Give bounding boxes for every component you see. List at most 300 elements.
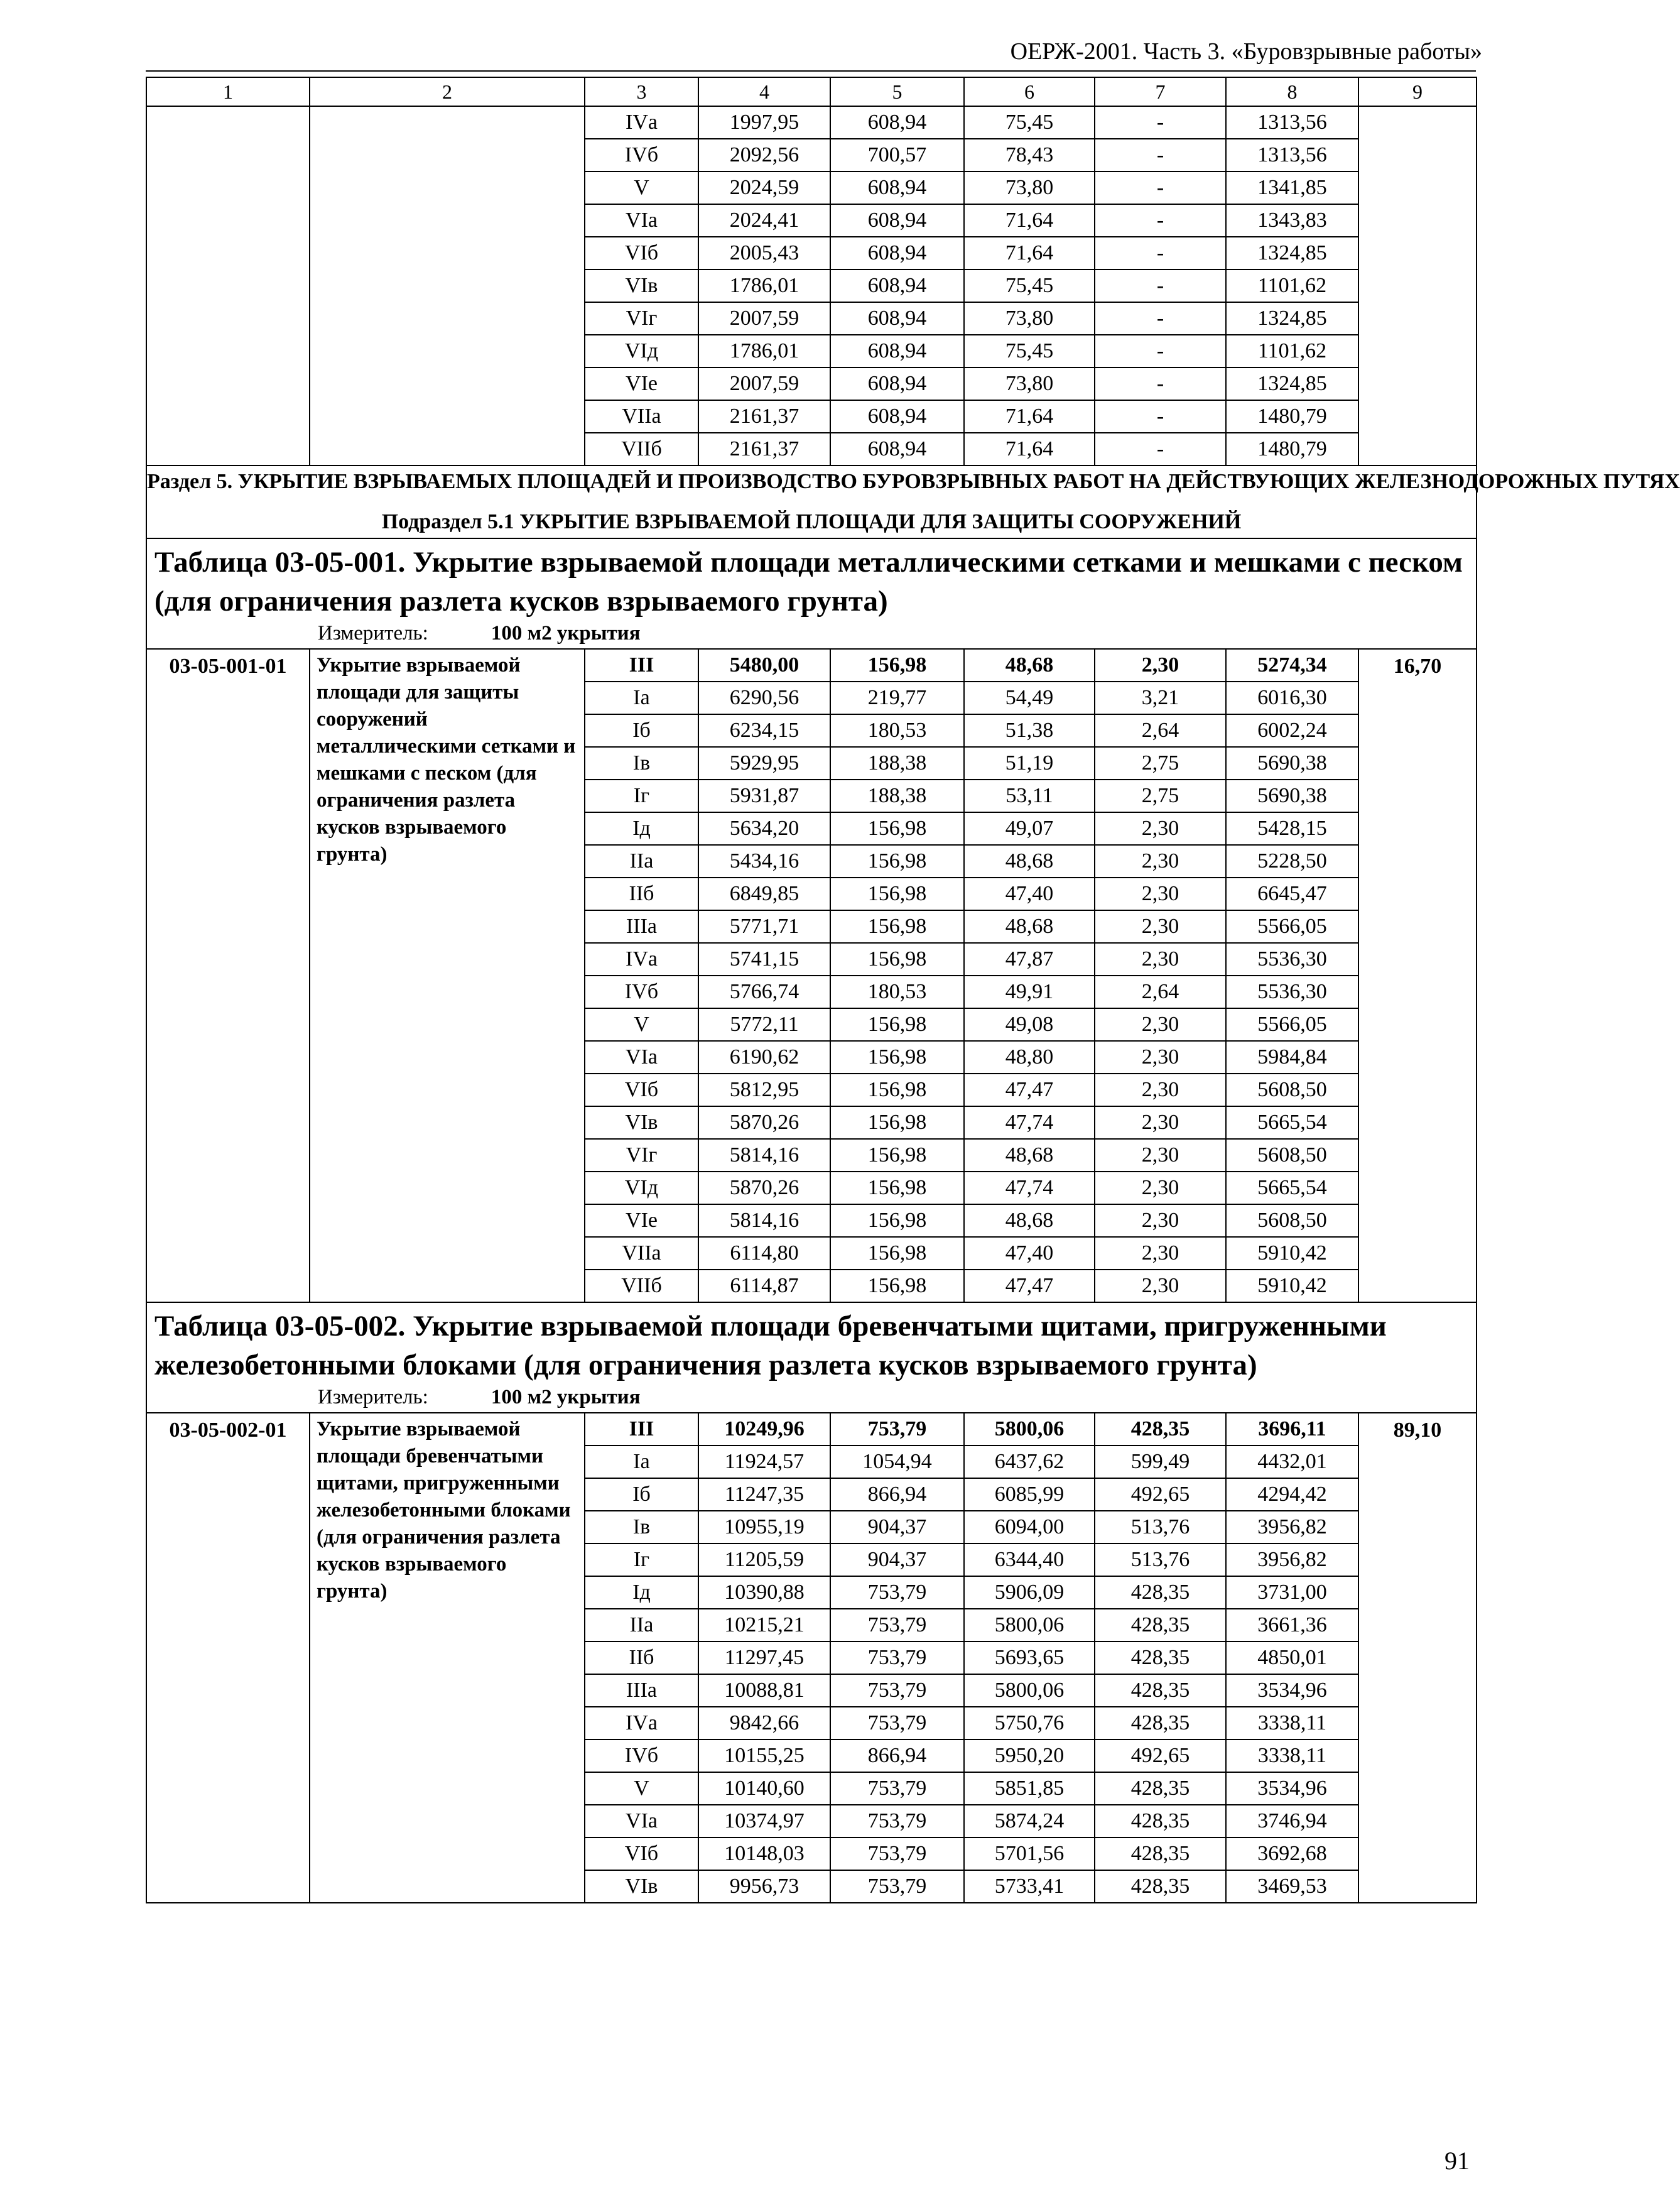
- table-cell: 156,98: [830, 1106, 964, 1139]
- table-cell: 48,68: [964, 649, 1095, 682]
- table-cell: 6114,80: [698, 1237, 830, 1270]
- table-cell: 3338,11: [1226, 1707, 1358, 1740]
- table-cell: 513,76: [1095, 1511, 1226, 1544]
- table-cell: Iа: [585, 682, 698, 714]
- table-cell: 6849,85: [698, 878, 830, 910]
- table-cell: 156,98: [830, 1270, 964, 1302]
- table-cell: 5536,30: [1226, 943, 1358, 976]
- table-cell: 428,35: [1095, 1870, 1226, 1903]
- table2-title-cell: [146, 1302, 1477, 1413]
- table-cell: 608,94: [830, 237, 964, 270]
- table-cell: 6094,00: [964, 1511, 1095, 1544]
- table-cell: 753,79: [830, 1805, 964, 1838]
- table-cell: 3746,94: [1226, 1805, 1358, 1838]
- table-cell: 2,64: [1095, 976, 1226, 1008]
- table-cell: 428,35: [1095, 1772, 1226, 1805]
- table-cell: 5750,76: [964, 1707, 1095, 1740]
- subsection-title: Подраздел 5.1 УКРЫТИЕ ВЗРЫВАЕМОЙ ПЛОЩАДИ ДЛЯ ЗАЩИТЫ СООРУЖЕНИЙ: [381, 510, 1242, 533]
- table-cell: 753,79: [830, 1772, 964, 1805]
- rate-code: 03-05-002-01: [146, 1413, 310, 1903]
- table-cell: 47,74: [964, 1172, 1095, 1204]
- table-cell: 5984,84: [1226, 1041, 1358, 1074]
- table-cell: 1997,95: [698, 106, 830, 139]
- table-cell: 5566,05: [1226, 910, 1358, 943]
- table-cell: 608,94: [830, 172, 964, 204]
- table-cell: 1101,62: [1226, 270, 1358, 302]
- table-cell: 5690,38: [1226, 780, 1358, 812]
- table-cell: 608,94: [830, 400, 964, 433]
- col-num-8: 8: [1226, 77, 1358, 106]
- table-cell: 219,77: [830, 682, 964, 714]
- table-cell: IVа: [585, 943, 698, 976]
- table-cell: 4850,01: [1226, 1642, 1358, 1674]
- col-num-1: 1: [146, 77, 310, 106]
- labor-cell-empty: [1358, 106, 1477, 466]
- running-header: ОЕРЖ-2001. Часть 3. «Буровзрывные работы»: [1010, 38, 1482, 65]
- table-cell: 1480,79: [1226, 433, 1358, 466]
- table-cell: 9842,66: [698, 1707, 830, 1740]
- table-cell: 1313,56: [1226, 139, 1358, 172]
- table-cell: 11247,35: [698, 1478, 830, 1511]
- table-cell: 5771,71: [698, 910, 830, 943]
- table-cell: VIв: [585, 1870, 698, 1903]
- table-cell: VIIа: [585, 400, 698, 433]
- table-cell: VIд: [585, 335, 698, 368]
- table-cell: Iб: [585, 714, 698, 747]
- table-cell: 4432,01: [1226, 1446, 1358, 1478]
- table-cell: 71,64: [964, 400, 1095, 433]
- table-cell: 5274,34: [1226, 649, 1358, 682]
- table-cell: 10955,19: [698, 1511, 830, 1544]
- table-cell: 428,35: [1095, 1805, 1226, 1838]
- table-cell: 5950,20: [964, 1740, 1095, 1772]
- table-cell: 428,35: [1095, 1707, 1226, 1740]
- table-cell: 1480,79: [1226, 400, 1358, 433]
- table-cell: 6645,47: [1226, 878, 1358, 910]
- table-cell: 753,79: [830, 1674, 964, 1707]
- table-cell: 53,11: [964, 780, 1095, 812]
- table-cell: Iб: [585, 1478, 698, 1511]
- measure-line: [154, 1385, 1470, 1410]
- table-cell: -: [1095, 368, 1226, 400]
- table-cell: 3534,96: [1226, 1772, 1358, 1805]
- table-cell: 3,21: [1095, 682, 1226, 714]
- table-cell: 5874,24: [964, 1805, 1095, 1838]
- table-cell: 2,30: [1095, 1172, 1226, 1204]
- table-cell: 71,64: [964, 204, 1095, 237]
- table-cell: 156,98: [830, 649, 964, 682]
- table-cell: 78,43: [964, 139, 1095, 172]
- table-cell: VIг: [585, 302, 698, 335]
- table-cell: IVб: [585, 1740, 698, 1772]
- table-cell: 180,53: [830, 714, 964, 747]
- table-cell: 5931,87: [698, 780, 830, 812]
- table-row: [146, 1413, 1477, 1446]
- table1-title-row: [146, 538, 1477, 649]
- table-cell: 5566,05: [1226, 1008, 1358, 1041]
- table-cell: 6234,15: [698, 714, 830, 747]
- table-cell: 156,98: [830, 1204, 964, 1237]
- table-cell: 188,38: [830, 780, 964, 812]
- rate-description: Укрытие взрываемой площади бревенчатыми щитами, пригруженными железобетонными блоками (для ограничения разлета кусков взрываемого грунта): [310, 1413, 585, 1903]
- table-cell: 1101,62: [1226, 335, 1358, 368]
- table-cell: 156,98: [830, 1008, 964, 1041]
- table-cell: 54,49: [964, 682, 1095, 714]
- table-cell: 608,94: [830, 204, 964, 237]
- table-cell: VIб: [585, 1074, 698, 1106]
- table-cell: 1054,94: [830, 1446, 964, 1478]
- table1-title-cell: [146, 538, 1477, 649]
- table-cell: 5701,56: [964, 1838, 1095, 1870]
- table-cell: 904,37: [830, 1544, 964, 1576]
- table-cell: VIб: [585, 1838, 698, 1870]
- table-cell: 2,30: [1095, 1270, 1226, 1302]
- table-cell: 71,64: [964, 433, 1095, 466]
- table-cell: -: [1095, 400, 1226, 433]
- table-cell: 904,37: [830, 1511, 964, 1544]
- table-cell: IVб: [585, 139, 698, 172]
- table-cell: -: [1095, 335, 1226, 368]
- table-cell: 428,35: [1095, 1609, 1226, 1642]
- table-cell: -: [1095, 204, 1226, 237]
- table-cell: 48,68: [964, 1204, 1095, 1237]
- table-cell: 5800,06: [964, 1413, 1095, 1446]
- table-cell: 4294,42: [1226, 1478, 1358, 1511]
- table-cell: 73,80: [964, 302, 1095, 335]
- code-cell-empty: [146, 106, 310, 466]
- col-num-6: 6: [964, 77, 1095, 106]
- table-cell: 753,79: [830, 1609, 964, 1642]
- table-cell: 3956,82: [1226, 1511, 1358, 1544]
- table-cell: 49,07: [964, 812, 1095, 845]
- table-cell: V: [585, 1008, 698, 1041]
- table-cell: IVа: [585, 1707, 698, 1740]
- table-cell: 5741,15: [698, 943, 830, 976]
- table-cell: 48,68: [964, 1139, 1095, 1172]
- table-cell: III: [585, 649, 698, 682]
- table-cell: Iд: [585, 1576, 698, 1609]
- table-cell: 2,30: [1095, 649, 1226, 682]
- table-cell: 599,49: [1095, 1446, 1226, 1478]
- table-cell: IVб: [585, 976, 698, 1008]
- rate-code: 03-05-001-01: [146, 649, 310, 1302]
- table-cell: 10148,03: [698, 1838, 830, 1870]
- table-cell: 156,98: [830, 910, 964, 943]
- table-cell: Iг: [585, 1544, 698, 1576]
- table-cell: 608,94: [830, 106, 964, 139]
- table-cell: 47,74: [964, 1106, 1095, 1139]
- table-cell: 5693,65: [964, 1642, 1095, 1674]
- table-cell: 1324,85: [1226, 237, 1358, 270]
- table-cell: 73,80: [964, 172, 1095, 204]
- table-cell: 5434,16: [698, 845, 830, 878]
- col-num-9: 9: [1358, 77, 1477, 106]
- table-cell: 47,40: [964, 1237, 1095, 1270]
- table-cell: VIа: [585, 204, 698, 237]
- col-num-2: 2: [310, 77, 585, 106]
- table-cell: 10088,81: [698, 1674, 830, 1707]
- table-cell: 156,98: [830, 845, 964, 878]
- table-cell: VIд: [585, 1172, 698, 1204]
- col-num-3: 3: [585, 77, 698, 106]
- table-cell: 9956,73: [698, 1870, 830, 1903]
- table-cell: 2,30: [1095, 1008, 1226, 1041]
- table-cell: 428,35: [1095, 1576, 1226, 1609]
- table-cell: 2007,59: [698, 368, 830, 400]
- table-cell: 3338,11: [1226, 1740, 1358, 1772]
- table-cell: 2,30: [1095, 1139, 1226, 1172]
- table-cell: 5428,15: [1226, 812, 1358, 845]
- table-cell: -: [1095, 172, 1226, 204]
- table-cell: V: [585, 172, 698, 204]
- table-cell: 5870,26: [698, 1106, 830, 1139]
- measure-value: 100 м2 укрытия: [490, 1386, 641, 1408]
- table-cell: 5536,30: [1226, 976, 1358, 1008]
- measure-label: Измеритель:: [318, 1386, 428, 1408]
- table-cell: 492,65: [1095, 1740, 1226, 1772]
- table-cell: 700,57: [830, 139, 964, 172]
- table-cell: 5814,16: [698, 1204, 830, 1237]
- table-cell: -: [1095, 237, 1226, 270]
- table-cell: 5910,42: [1226, 1270, 1358, 1302]
- table-cell: 11297,45: [698, 1642, 830, 1674]
- table-cell: 6114,87: [698, 1270, 830, 1302]
- table-cell: 156,98: [830, 1041, 964, 1074]
- table-cell: 3661,36: [1226, 1609, 1358, 1642]
- table-cell: IIб: [585, 878, 698, 910]
- table-cell: 10390,88: [698, 1576, 830, 1609]
- table-cell: 6016,30: [1226, 682, 1358, 714]
- table-cell: 3956,82: [1226, 1544, 1358, 1576]
- table-cell: 2092,56: [698, 139, 830, 172]
- table-cell: 5608,50: [1226, 1204, 1358, 1237]
- table-cell: 47,87: [964, 943, 1095, 976]
- table-cell: VIе: [585, 1204, 698, 1237]
- table-cell: 5800,06: [964, 1674, 1095, 1707]
- table-cell: 5480,00: [698, 649, 830, 682]
- table-cell: 75,45: [964, 106, 1095, 139]
- table-cell: 156,98: [830, 1172, 964, 1204]
- table-cell: 5851,85: [964, 1772, 1095, 1805]
- table-cell: 513,76: [1095, 1544, 1226, 1576]
- column-number-row: [146, 77, 1477, 106]
- table-cell: 753,79: [830, 1707, 964, 1740]
- table-cell: 11924,57: [698, 1446, 830, 1478]
- table-cell: 48,68: [964, 910, 1095, 943]
- col-num-4: 4: [698, 77, 830, 106]
- table-cell: 3731,00: [1226, 1576, 1358, 1609]
- section-row: [146, 466, 1477, 538]
- table-cell: 608,94: [830, 302, 964, 335]
- table-cell: Iв: [585, 747, 698, 780]
- table-cell: IIIа: [585, 910, 698, 943]
- table-cell: 156,98: [830, 1139, 964, 1172]
- table-cell: 3534,96: [1226, 1674, 1358, 1707]
- table-cell: 47,47: [964, 1074, 1095, 1106]
- table-cell: 492,65: [1095, 1478, 1226, 1511]
- table-cell: 2161,37: [698, 400, 830, 433]
- table-cell: 2161,37: [698, 433, 830, 466]
- table-cell: 49,91: [964, 976, 1095, 1008]
- table-cell: 75,45: [964, 335, 1095, 368]
- table-cell: 5870,26: [698, 1172, 830, 1204]
- table-cell: 2,64: [1095, 714, 1226, 747]
- table-row: [146, 106, 1477, 139]
- table-cell: -: [1095, 302, 1226, 335]
- table-cell: VIIб: [585, 433, 698, 466]
- table-cell: 156,98: [830, 812, 964, 845]
- table-cell: 753,79: [830, 1576, 964, 1609]
- table-cell: 5910,42: [1226, 1237, 1358, 1270]
- table-cell: 753,79: [830, 1870, 964, 1903]
- table-cell: 5634,20: [698, 812, 830, 845]
- table-cell: 5608,50: [1226, 1074, 1358, 1106]
- table-cell: 866,94: [830, 1478, 964, 1511]
- table-cell: 1313,56: [1226, 106, 1358, 139]
- table-cell: 2,30: [1095, 910, 1226, 943]
- table-cell: 6190,62: [698, 1041, 830, 1074]
- table-cell: 156,98: [830, 1237, 964, 1270]
- table-cell: 1343,83: [1226, 204, 1358, 237]
- table-cell: 75,45: [964, 270, 1095, 302]
- measure-label: Измеритель:: [318, 622, 428, 645]
- table-cell: VIб: [585, 237, 698, 270]
- table-cell: 2,30: [1095, 845, 1226, 878]
- table-cell: VIIа: [585, 1237, 698, 1270]
- labor-cost: 89,10: [1358, 1413, 1477, 1903]
- table-cell: 5800,06: [964, 1609, 1095, 1642]
- table-cell: 2005,43: [698, 237, 830, 270]
- table-cell: VIа: [585, 1805, 698, 1838]
- table-cell: 5733,41: [964, 1870, 1095, 1903]
- table-cell: -: [1095, 139, 1226, 172]
- table-cell: 73,80: [964, 368, 1095, 400]
- table-cell: 428,35: [1095, 1674, 1226, 1707]
- table-cell: VIг: [585, 1139, 698, 1172]
- table-cell: 188,38: [830, 747, 964, 780]
- col-num-5: 5: [830, 77, 964, 106]
- table-cell: 49,08: [964, 1008, 1095, 1041]
- table-cell: 5690,38: [1226, 747, 1358, 780]
- table-cell: 753,79: [830, 1413, 964, 1446]
- description-cell-empty: [310, 106, 585, 466]
- table-cell: 2024,59: [698, 172, 830, 204]
- table-cell: 2,30: [1095, 1106, 1226, 1139]
- table-cell: IIIа: [585, 1674, 698, 1707]
- table2-title-row: [146, 1302, 1477, 1413]
- table-cell: Iг: [585, 780, 698, 812]
- table-cell: -: [1095, 433, 1226, 466]
- table-cell: 6437,62: [964, 1446, 1095, 1478]
- estimate-table: [146, 77, 1680, 1903]
- table-cell: Iв: [585, 1511, 698, 1544]
- table-cell: 6085,99: [964, 1478, 1095, 1511]
- table-cell: 1786,01: [698, 270, 830, 302]
- table-cell: Iа: [585, 1446, 698, 1478]
- table-cell: 5665,54: [1226, 1172, 1358, 1204]
- table-cell: 2,30: [1095, 812, 1226, 845]
- table-cell: 156,98: [830, 1074, 964, 1106]
- table-cell: 5812,95: [698, 1074, 830, 1106]
- table-cell: 3469,53: [1226, 1870, 1358, 1903]
- table-cell: 1324,85: [1226, 368, 1358, 400]
- table-cell: 5814,16: [698, 1139, 830, 1172]
- table-cell: Iд: [585, 812, 698, 845]
- table-cell: IIа: [585, 1609, 698, 1642]
- table-cell: 866,94: [830, 1740, 964, 1772]
- table-cell: VIIб: [585, 1270, 698, 1302]
- table-cell: -: [1095, 270, 1226, 302]
- table-cell: 2,30: [1095, 1204, 1226, 1237]
- table-cell: VIе: [585, 368, 698, 400]
- section-heading: [146, 466, 1680, 538]
- table-cell: 2,30: [1095, 1074, 1226, 1106]
- table-cell: 5665,54: [1226, 1106, 1358, 1139]
- table-cell: 428,35: [1095, 1642, 1226, 1674]
- col-num-7: 7: [1095, 77, 1226, 106]
- table-cell: 428,35: [1095, 1838, 1226, 1870]
- table-cell: VIв: [585, 1106, 698, 1139]
- header-rule: [146, 70, 1476, 72]
- page-number: 91: [1444, 2147, 1470, 2175]
- table-cell: 156,98: [830, 878, 964, 910]
- rate-description: Укрытие взрываемой площади для защиты сооружений металлическими сетками и мешками с песком (для ограничения разлета кусков взрываемого грунта): [310, 649, 585, 1302]
- table-cell: 10140,60: [698, 1772, 830, 1805]
- table-row: [146, 649, 1477, 682]
- table-cell: 2,30: [1095, 1237, 1226, 1270]
- table-cell: -: [1095, 106, 1226, 139]
- table-cell: 2,30: [1095, 1041, 1226, 1074]
- labor-cost: 16,70: [1358, 649, 1477, 1302]
- table-cell: IIб: [585, 1642, 698, 1674]
- table-cell: 3692,68: [1226, 1838, 1358, 1870]
- table-cell: 1341,85: [1226, 172, 1358, 204]
- table-cell: 2024,41: [698, 204, 830, 237]
- table-cell: 608,94: [830, 270, 964, 302]
- table-cell: V: [585, 1772, 698, 1805]
- table-cell: 428,35: [1095, 1413, 1226, 1446]
- table-cell: III: [585, 1413, 698, 1446]
- table-cell: 2,30: [1095, 943, 1226, 976]
- table-cell: 180,53: [830, 976, 964, 1008]
- table-title: Таблица 03-05-002. Укрытие взрываемой площади бревенчатыми щитами, пригруженными железобетонными блоками (для ограничения разлета кусков взрываемого грунта): [154, 1310, 1387, 1381]
- table-cell: 5608,50: [1226, 1139, 1358, 1172]
- table-cell: 10215,21: [698, 1609, 830, 1642]
- table-cell: 1324,85: [1226, 302, 1358, 335]
- table-cell: 51,38: [964, 714, 1095, 747]
- table-cell: 10155,25: [698, 1740, 830, 1772]
- table-cell: 753,79: [830, 1838, 964, 1870]
- table-cell: 6344,40: [964, 1544, 1095, 1576]
- table-cell: 2007,59: [698, 302, 830, 335]
- table-cell: 5772,11: [698, 1008, 830, 1041]
- table-cell: 5929,95: [698, 747, 830, 780]
- measure-value: 100 м2 укрытия: [490, 622, 641, 645]
- table-cell: 47,47: [964, 1270, 1095, 1302]
- table-cell: 48,80: [964, 1041, 1095, 1074]
- table-cell: IVа: [585, 106, 698, 139]
- table-cell: 753,79: [830, 1642, 964, 1674]
- table-cell: 5228,50: [1226, 845, 1358, 878]
- table-cell: 10374,97: [698, 1805, 830, 1838]
- table-cell: 608,94: [830, 368, 964, 400]
- table-cell: 2,75: [1095, 747, 1226, 780]
- table-cell: 51,19: [964, 747, 1095, 780]
- table-cell: 608,94: [830, 335, 964, 368]
- table-cell: VIв: [585, 270, 698, 302]
- table-cell: IIа: [585, 845, 698, 878]
- measure-line: [154, 621, 1470, 646]
